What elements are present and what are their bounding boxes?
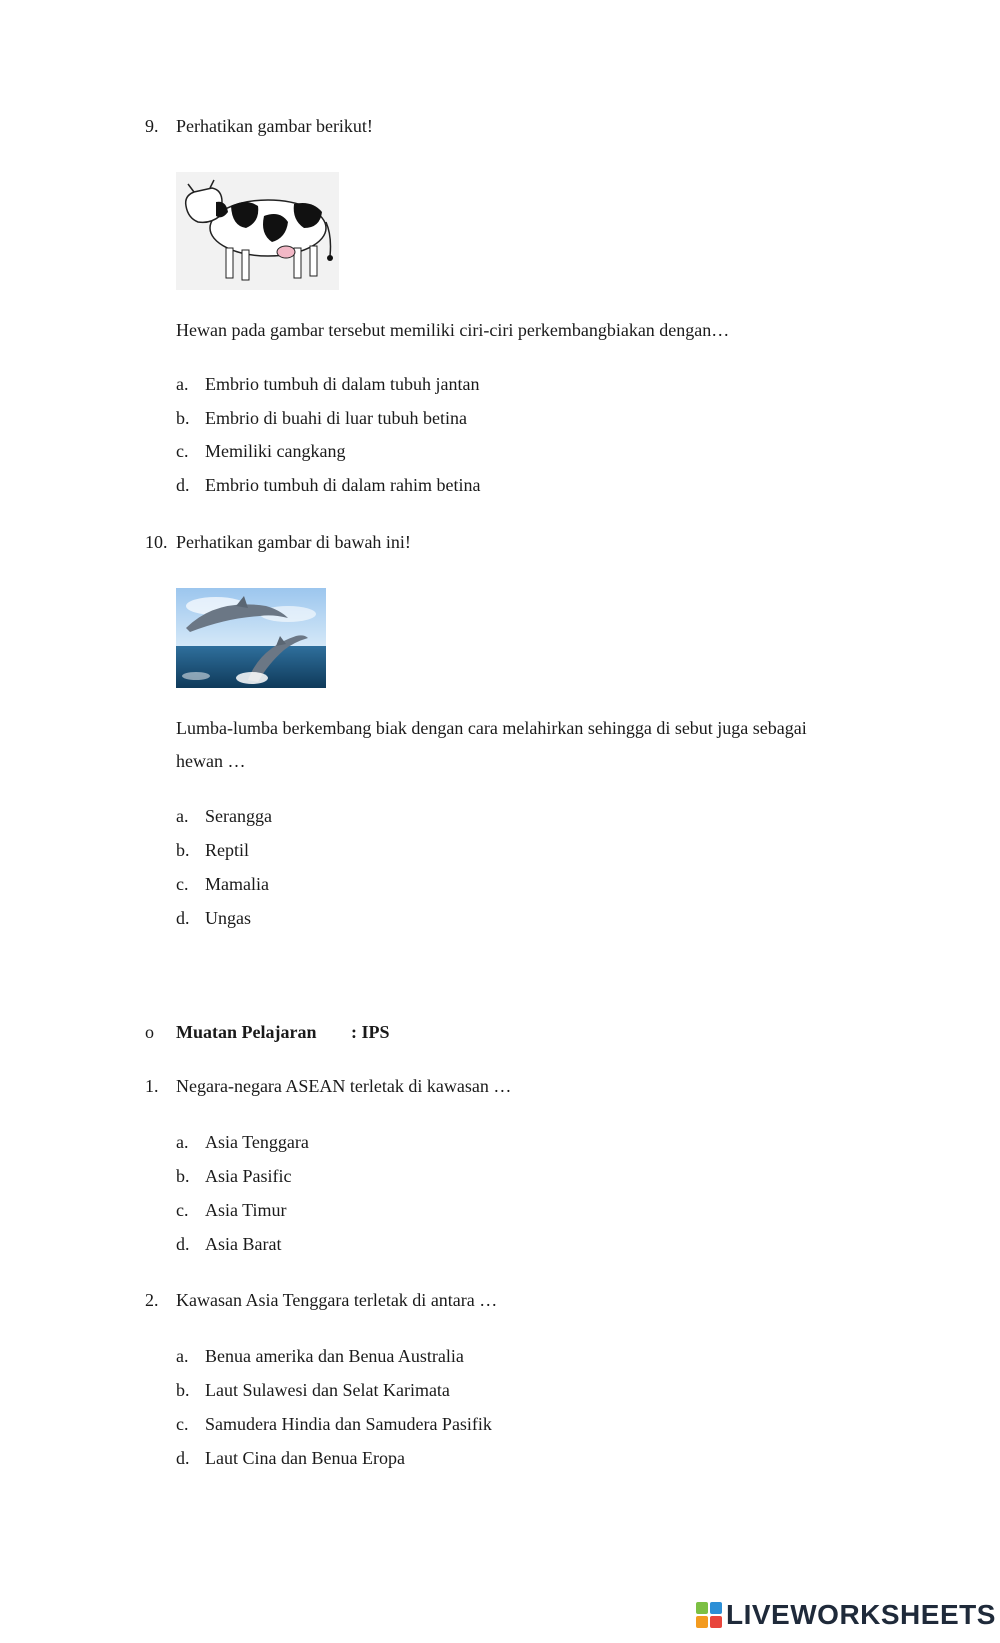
q10-number: 10.	[145, 532, 168, 552]
liveworksheets-logo-icon	[696, 1602, 722, 1628]
q10-question-line2: hewan …	[176, 751, 246, 771]
q9-option-c-letter: c.	[176, 441, 189, 461]
q9-option-b: Embrio di buahi di luar tubuh betina	[205, 408, 467, 428]
section-value: : IPS	[351, 1022, 390, 1042]
q9-number: 9.	[145, 116, 159, 136]
ips2-option-c-letter: c.	[176, 1414, 189, 1434]
ips2-option-d: Laut Cina dan Benua Eropa	[205, 1448, 405, 1468]
q9-option-d: Embrio tumbuh di dalam rahim betina	[205, 475, 481, 495]
q10-option-b-letter: b.	[176, 840, 190, 860]
liveworksheets-logo-text: LIVEWORKSHEETS	[726, 1599, 996, 1630]
q10-option-a: Serangga	[205, 806, 272, 826]
ips2-option-a-letter: a.	[176, 1346, 189, 1366]
ips1-option-c: Asia Timur	[205, 1200, 287, 1220]
q9-question: Hewan pada gambar tersebut memiliki ciri-ciri perkembangbiakan dengan…	[176, 320, 730, 340]
q9-option-c: Memiliki cangkang	[205, 441, 346, 461]
section-label: Muatan Pelajaran	[176, 1022, 317, 1042]
q10-option-d-letter: d.	[176, 908, 190, 928]
ips1-option-b-letter: b.	[176, 1166, 190, 1186]
ips1-option-a-letter: a.	[176, 1132, 189, 1152]
ips1-option-b: Asia Pasific	[205, 1166, 292, 1186]
cow-image	[176, 172, 339, 290]
ips1-option-c-letter: c.	[176, 1200, 189, 1220]
q9-option-d-letter: d.	[176, 475, 190, 495]
ips1-option-d: Asia Barat	[205, 1234, 282, 1254]
ips2-number: 2.	[145, 1290, 159, 1310]
q10-option-c-letter: c.	[176, 874, 189, 894]
dolphins-image	[176, 588, 326, 688]
q9-option-a-letter: a.	[176, 374, 189, 394]
ips1-number: 1.	[145, 1076, 159, 1096]
q10-option-c: Mamalia	[205, 874, 269, 894]
q9-option-b-letter: b.	[176, 408, 190, 428]
q10-prompt: Perhatikan gambar di bawah ini!	[176, 532, 411, 552]
q9-prompt: Perhatikan gambar berikut!	[176, 116, 373, 136]
ips2-option-a: Benua amerika dan Benua Australia	[205, 1346, 464, 1366]
ips2-option-d-letter: d.	[176, 1448, 190, 1468]
liveworksheets-logo[interactable]	[696, 1598, 996, 1632]
q10-question-line1: Lumba-lumba berkembang biak dengan cara melahirkan sehingga di sebut juga sebagai	[176, 718, 807, 738]
ips1-option-a: Asia Tenggara	[205, 1132, 309, 1152]
ips2-option-b-letter: b.	[176, 1380, 190, 1400]
ips1-option-d-letter: d.	[176, 1234, 190, 1254]
ips2-option-c: Samudera Hindia dan Samudera Pasifik	[205, 1414, 492, 1434]
ips1-question: Negara-negara ASEAN terletak di kawasan …	[176, 1076, 512, 1096]
q10-option-d: Ungas	[205, 908, 251, 928]
q10-option-b: Reptil	[205, 840, 249, 860]
q10-option-a-letter: a.	[176, 806, 189, 826]
q9-option-a: Embrio tumbuh di dalam tubuh jantan	[205, 374, 480, 394]
ips2-question: Kawasan Asia Tenggara terletak di antara …	[176, 1290, 498, 1310]
section-bullet: o	[145, 1022, 154, 1042]
ips2-option-b: Laut Sulawesi dan Selat Karimata	[205, 1380, 450, 1400]
